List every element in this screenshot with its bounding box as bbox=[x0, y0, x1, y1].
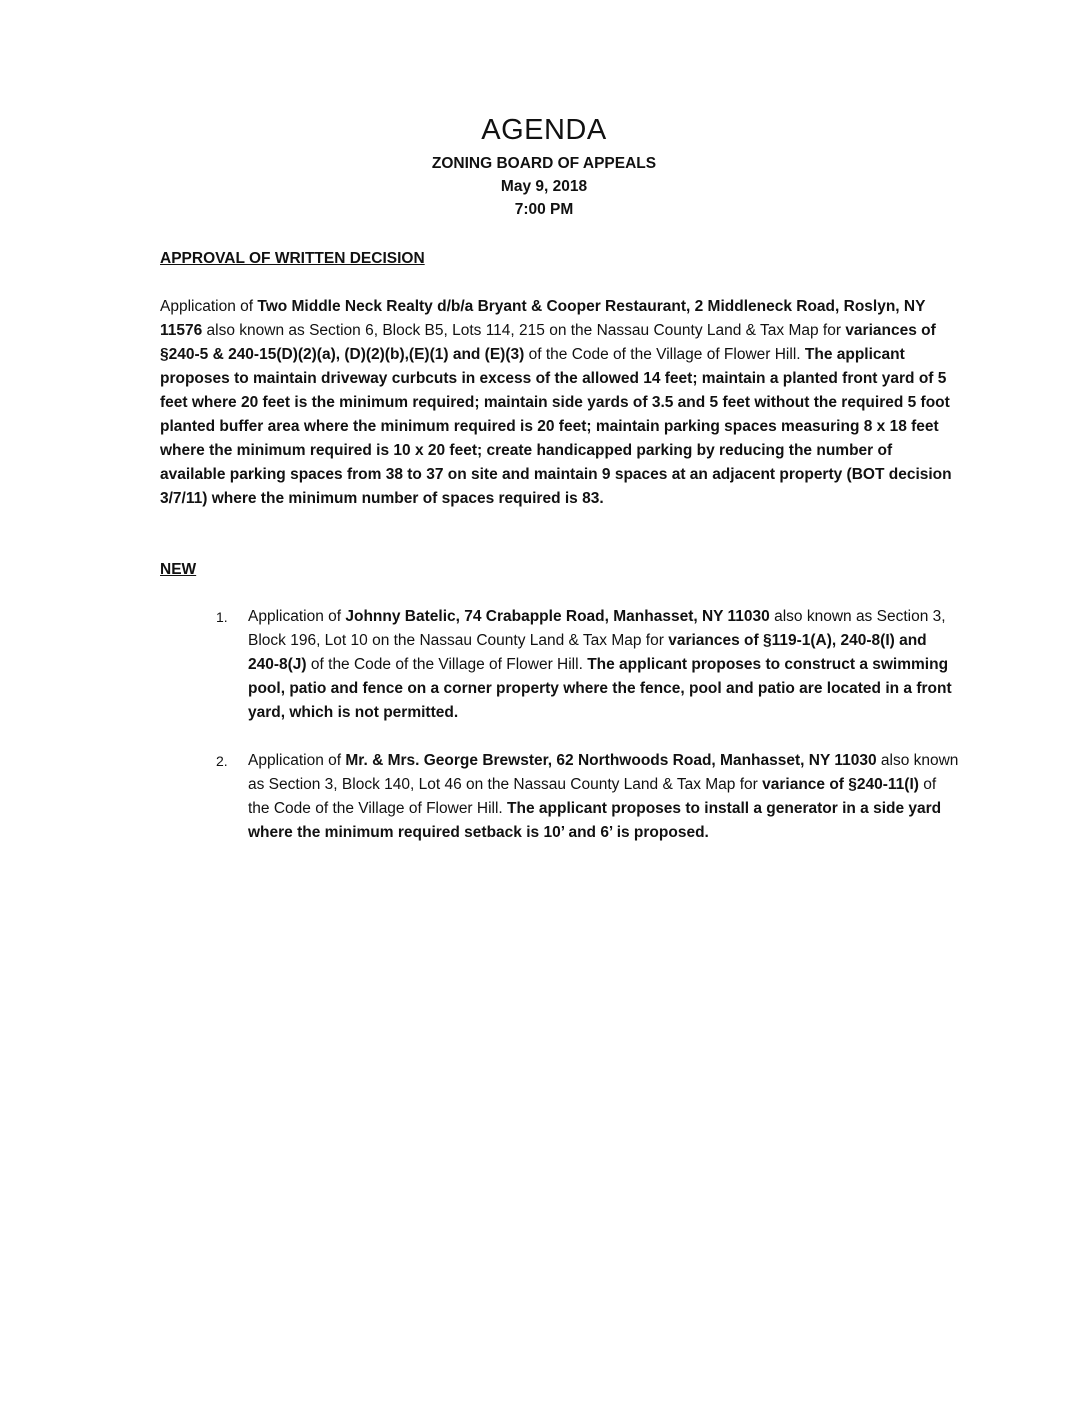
item-text-2: also known as Section 3, Block 196, Lot 10 on the Nassau County Land & Tax Map for bbox=[248, 608, 946, 649]
new-heading: NEW bbox=[160, 561, 197, 578]
list-item bbox=[216, 749, 960, 845]
board-name: ZONING BOARD OF APPEALS bbox=[431, 155, 657, 172]
item-text-4: of the Code of the Village of Flower Hill. bbox=[248, 776, 937, 817]
item-number: 1. bbox=[216, 609, 228, 625]
list-item bbox=[216, 605, 960, 725]
item-text-0: Application of bbox=[248, 608, 346, 625]
agenda-header bbox=[0, 112, 1088, 221]
item-text-2: also known as Section 3, Block 140, Lot 46 on the Nassau County Land & Tax Map for bbox=[248, 752, 959, 793]
item-number: 2. bbox=[216, 753, 228, 769]
approval-text-1: Two Middle Neck Realty d/b/a Bryant & Cooper Restaurant, 2 Middleneck Road, Roslyn, NY 11576 bbox=[160, 298, 926, 339]
approval-text-5: The applicant proposes to maintain driveway curbcuts in excess of the allowed 14 feet; maintain a planted front yard of 5 feet where 20 feet is the minimum required; maintain side yards of 3.5 and 5 feet without the required 5 foot planted buffer area where the minimum required is 20 feet; maintain parking spaces measuring 8 x 18 feet where the minimum required is 10 x 20 feet; create handicapped parking by reducing the number of available parking spaces from 38 to 37 on site and maintain 9 spaces at an adjacent property (BOT decision 3/7/11) where the minimum number of spaces required is 83. bbox=[160, 346, 952, 507]
approval-text-2: also known as Section 6, Block B5, Lots 114, 215 on the Nassau County Land & Tax Map for bbox=[202, 322, 846, 339]
approval-text-0: Application of bbox=[160, 298, 258, 315]
item-text-3: variance of §240-11(I) bbox=[762, 776, 919, 793]
item-text-3: variances of §119-1(A), 240-8(I) and 240-8(J) bbox=[248, 632, 927, 673]
item-text-0: Application of bbox=[248, 752, 346, 769]
approval-paragraph bbox=[160, 295, 960, 511]
item-text-1: Mr. & Mrs. George Brewster, 62 Northwoods Road, Manhasset, NY 11030 bbox=[345, 752, 877, 769]
approval-text-3: variances of §240-5 & 240-15(D)(2)(a), (D)(2)(b),(E)(1) and (E)(3) bbox=[160, 322, 936, 363]
meeting-time: 7:00 PM bbox=[514, 201, 574, 218]
approval-heading: APPROVAL OF WRITTEN DECISION bbox=[160, 250, 425, 267]
agenda-title: AGENDA bbox=[481, 114, 607, 146]
approval-text-4: of the Code of the Village of Flower Hill. bbox=[524, 346, 805, 363]
meeting-date: May 9, 2018 bbox=[500, 178, 588, 195]
item-text-5: The applicant proposes to construct a swimming pool, patio and fence on a corner property where the fence, pool and patio are located in a front yard, which is not permitted. bbox=[248, 656, 952, 721]
item-text-4: of the Code of the Village of Flower Hill. bbox=[306, 656, 588, 673]
item-text-5: The applicant proposes to install a generator in a side yard where the minimum required setback is 10’ and 6’ is proposed. bbox=[248, 800, 942, 841]
item-text-1: Johnny Batelic, 74 Crabapple Road, Manhasset, NY 11030 bbox=[345, 608, 770, 625]
